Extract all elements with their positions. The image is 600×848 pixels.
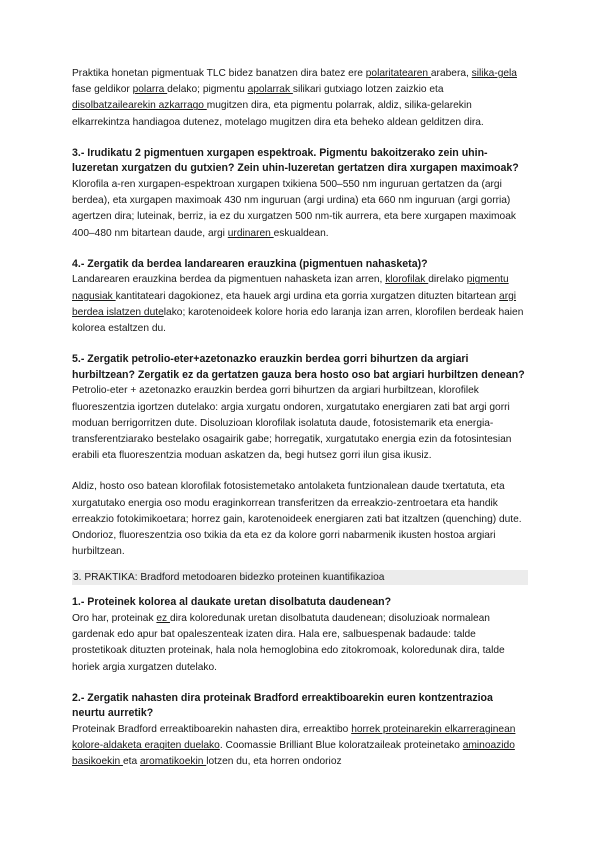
underlined-text: pigmentu nagusiak xyxy=(72,274,509,302)
question-5-heading: 5.- Zergatik petrolio-eter+azetonazko erauzkin berdea gorri bihurtzen da argiari hurbiltzean? Zergatik ez da gertatzen gauza bera hosto oso bat argiari hurbiltzen denean? xyxy=(72,353,525,381)
text-run: Klorofila a-ren xurgapen-espektroan xurgapen txikiena 500–550 nm inguruan gertatzen da (argi berdea), eta xurgapen maximoak 430 nm inguruan (argi urdina) eta 660 nm inguruan (argi gorria) agertzen dira; luteinak, berriz, ia ez du xurgatzen 500 nm-tik aurrera, eta bere xurgapen maximoak 400–480 nm bitartean daude, argi xyxy=(72,179,516,239)
text-run: lotzen du, eta horren ondorioz xyxy=(206,756,342,768)
underlined-text: klorofilak xyxy=(385,274,429,286)
section-3-question-1-heading: 1.- Proteinek kolorea al daukate uretan disolbatuta daudenean? xyxy=(72,596,392,609)
section-3-question-2-heading: 2.- Zergatik nahasten dira proteinak Bradford erreaktiboarekin euren kontzentrazioa neurtu aurretik? xyxy=(72,691,493,720)
text-run: mugitzen dira, eta pigmentu polarrak, aldiz, silika-gelarekin elkarrekintza handiagoa dutenez, motelago mugitzen dira eta beheko aldean gelditzen dira. xyxy=(72,100,484,128)
question-3-answer xyxy=(72,177,528,242)
underlined-text: aminoazido basikoekin xyxy=(72,740,515,768)
text-run: delako; pigmentu xyxy=(167,84,248,96)
intro-paragraph xyxy=(72,66,528,131)
document-page xyxy=(72,66,528,771)
text-run: arabera, xyxy=(430,68,472,79)
underlined-text: polaritatearen xyxy=(365,68,431,79)
question-4-answer xyxy=(72,272,528,337)
underlined-text: horrek proteinarekin elkarreraginean kolore-aldaketa eragiten duelako xyxy=(72,724,516,752)
text-run: dira koloredunak uretan disolbatuta daudenean; disoluzioak normalean gardenak edo apur bat opaleszenteak izaten dira. Hala ere, salbuespenak badaude: talde prostetikoak dituzten proteinak, hala nola hemoglobina edo zitokromoak, koloredunak dira, talde horiek argia xurgatzen dutelako. xyxy=(72,613,505,673)
text-run: eskualdean. xyxy=(273,227,329,239)
underlined-text: silika-gela xyxy=(471,68,517,79)
text-run: Oro har, proteinak xyxy=(72,613,157,625)
underlined-text: polarra xyxy=(132,84,168,96)
underlined-text: apolarrak xyxy=(247,84,293,96)
text-run: direlako xyxy=(428,274,467,286)
text-run: Proteinak Bradford erreaktiboarekin nahasten dira, erreaktibo xyxy=(72,724,352,736)
section-3-question-2-answer xyxy=(72,722,528,771)
question-3-heading: 3.- Irudikatu 2 pigmentuen xurgapen espektroak. Pigmentu bakoitzerako zein uhin-luzeretan xurgatzen du gutxien? Zein uhin-luzeretan gertatzen dira xurgapen maximoak? xyxy=(72,146,519,175)
question-4-heading: 4.- Zergatik da berdea landarearen erauzkina (pigmentuen nahasketa)? xyxy=(72,257,428,270)
text-run: eta xyxy=(122,756,140,768)
text-run: silikari gutxiago lotzen zaizkio eta xyxy=(292,84,444,96)
section-3-question-1-answer xyxy=(72,611,528,676)
text-run: lako; karotenoideek kolore horia edo laranja izan arren, klorofilen berdeak haien kolorea estaltzen du. xyxy=(72,306,524,335)
question-5-answer-paragraph-2: Aldiz, hosto oso batean klorofilak fotosistemetako antolaketa funtzionalean daude txertatuta, eta xurgatutako energia oso modu eraginkorrean transferitzen da erreakzio-zentroetara eta handik erreakzio fotokimikoetara; horrez gain, karotenoideek energiaren zati bat itzaltzen (quenching) dute. Ondorioz, fluoreszentzia oso txikia da eta ez da kolore gorri nabarmenik ikusten hostoa argiari hurbiltzean. xyxy=(72,481,522,558)
underlined-text: aromatikoekin xyxy=(139,756,207,768)
text-run: Landarearen erauzkina berdea da pigmentuen nahasketa izan arren, xyxy=(72,274,386,286)
text-run: fase geldikor xyxy=(72,84,133,96)
underlined-text: disolbatzailearekin azkarrago xyxy=(72,100,207,112)
text-run: kantitateari dagokionez, eta hauek argi urdina eta gorria xurgatzen dituzten bitartean xyxy=(115,290,500,302)
text-run: . Coomassie Brilliant Blue koloratzaileak proteinetako xyxy=(219,740,463,752)
underlined-text: ez xyxy=(156,613,170,625)
section-3-title: 3. PRAKTIKA: Bradford metodoaren bidezko proteinen kuantifikazioa xyxy=(72,570,528,585)
question-5-answer-paragraph-1: Petrolio-eter + azetonazko erauzkin berdea gorri bihurtzen da argiari hurbiltzean, klorofilek fluoreszentzia igortzen dutelako: argia xurgatu ondoren, xurgatutako energiaren zati bat argi gorri moduan berrigorritzen dute. Disoluzioan klorofilak isolatuta daude, fotosistemarik eta energia-transferentziarako bestelako osagairik gabe; horregatik, xurgatutako energia ezin da fotosintesian erabili eta fluoreszentzia moduan askatzen da, begi hutsez gorri ilun gisa ikusiz. xyxy=(72,385,512,462)
underlined-text: urdinaren xyxy=(227,227,274,239)
underlined-text: argi berdea islatzen dute xyxy=(72,290,517,318)
text-run: Praktika honetan pigmentuak TLC bidez banatzen dira batez ere xyxy=(72,68,366,79)
